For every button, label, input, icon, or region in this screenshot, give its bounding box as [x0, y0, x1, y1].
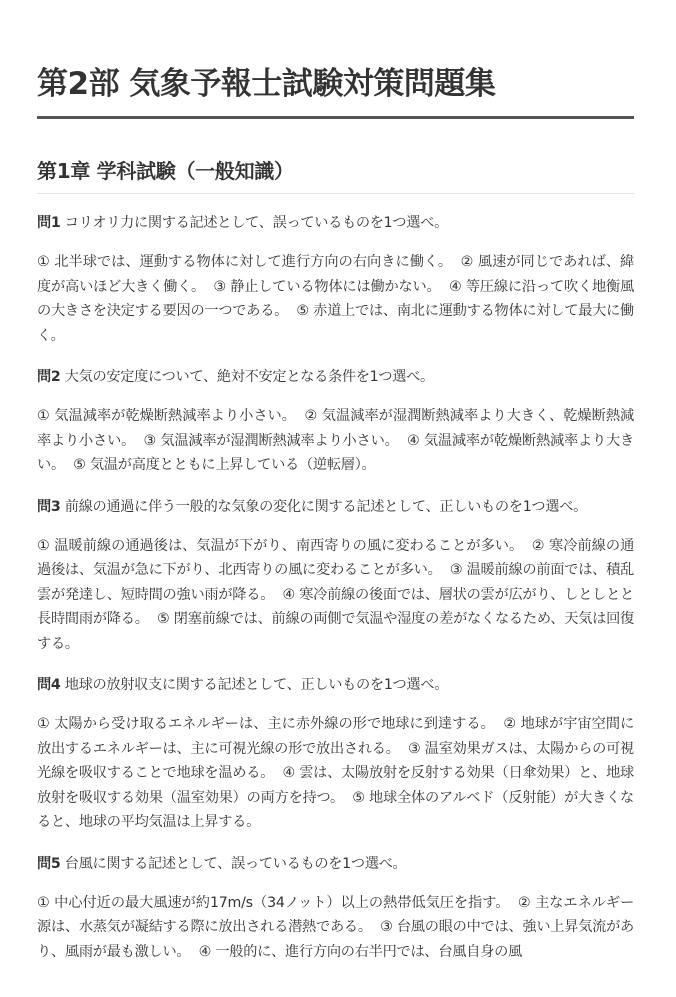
choice: ② 主なエネルギー源は、水蒸気が凝結する際に放出される潜熱である。 [37, 894, 635, 935]
choices-paragraph [37, 250, 634, 348]
question-text: 前線の通過に伴う一般的な気象の変化に関する記述として、正しいものを1つ選べ。 [64, 498, 587, 515]
choice: ③ 温室効果ガスは、太陽からの可視光線を吸収することで地球を温める。 [37, 740, 634, 781]
choice: ② 風速が同じであれば、緯度が高いほど大きく働く。 [37, 254, 634, 295]
question-prompt [37, 852, 634, 876]
choices-paragraph [37, 712, 634, 835]
choice: ③ 温暖前線の前面では、積乱雲が発達し、短時間の強い雨が降る。 [37, 562, 634, 603]
question-prompt [37, 673, 634, 697]
chapter-title: 第1章 学科試験（一般知識） [37, 157, 634, 194]
choice: ⑤ 地球全体のアルベド（反射能）が大きくなると、地球の平均気温は上昇する。 [37, 789, 634, 830]
question-number: 問4 [37, 677, 61, 693]
choice: ④ 雲は、太陽放射を反射する効果（日傘効果）と、地球放射を吸収する効果（温室効果）の両方を持つ。 [37, 765, 634, 806]
question-block-3 [37, 495, 634, 657]
question-text: コリオリ力に関する記述として、誤っているものを1つ選べ。 [64, 215, 448, 231]
question-prompt [37, 495, 634, 519]
choice: ⑤ 閉塞前線では、前線の両側で気温や湿度の差がなくなるため、天気は回復する。 [37, 611, 634, 652]
choices-paragraph [37, 404, 634, 478]
question-block-1 [37, 211, 634, 348]
choices-paragraph [37, 891, 634, 965]
choice: ③ 気温減率が湿潤断熱減率より小さい。 [143, 432, 399, 449]
question-number: 問3 [37, 498, 61, 515]
question-block-2 [37, 365, 634, 478]
question-number: 問2 [37, 369, 61, 385]
choice: ① 北半球では、運動する物体に対して進行方向の右向きに働く。 [37, 254, 453, 270]
question-block-5 [37, 852, 634, 965]
question-text: 大気の安定度について、絶対不安定となる条件を1つ選べ。 [64, 369, 434, 385]
part-title: 第2部 気象予報士試験対策問題集 [37, 0, 634, 119]
question-text: 地球の放射収支に関する記述として、正しいものを1つ選べ。 [64, 677, 449, 693]
choice: ② 気温減率が湿潤断熱減率より大きく、乾燥断熱減率より小さい。 [37, 408, 634, 449]
question-text: 台風に関する記述として、誤っているものを1つ選べ。 [64, 855, 407, 872]
choice: ④ 等圧線に沿って吹く地衡風の大きさを決定する要因の一つである。 [37, 278, 635, 319]
question-prompt [37, 365, 634, 389]
choice: ① 気温減率が乾燥断熱減率より小さい。 [37, 408, 296, 424]
choice: ⑤ 赤道上では、南北に運動する物体に対して最大に働く。 [37, 303, 634, 344]
choice: ② 寒冷前線の通過後は、気温が急に下がり、北西寄りの風に変わることが多い。 [37, 537, 635, 578]
question-block-4 [37, 673, 634, 835]
choices-paragraph [37, 534, 634, 657]
choice: ③ 静止している物体には働かない。 [213, 278, 441, 295]
choice: ② 地球が宇宙空間に放出するエネルギーは、主に可視光線の形で放出される。 [37, 716, 635, 757]
question-number: 問5 [37, 855, 61, 872]
choice: ① 太陽から受け取るエネルギーは、主に赤外線の形で地球に到達する。 [37, 716, 495, 732]
question-prompt [37, 211, 634, 235]
choice: ① 中心付近の最大風速が約17m/s（34ノット）以上の熱帯低気圧を指す。 [37, 894, 510, 911]
question-number: 問1 [37, 215, 61, 231]
choice: ① 温暖前線の通過後は、気温が下がり、南西寄りの風に変わることが多い。 [37, 537, 524, 554]
choice: ④ 気温減率が乾燥断熱減率より大きい。 [37, 432, 634, 473]
choice: ④ 一般的に、進行方向の右半円では、台風自身の風 [198, 943, 522, 960]
choice: ③ 台風の眼の中では、強い上昇気流があり、風雨が最も激しい。 [37, 919, 634, 960]
choice: ⑤ 気温が高度とともに上昇している（逆転層）。 [73, 457, 376, 473]
choice: ④ 寒冷前線の後面では、層状の雲が広がり、しとしとと長時間雨が降る。 [37, 586, 634, 627]
